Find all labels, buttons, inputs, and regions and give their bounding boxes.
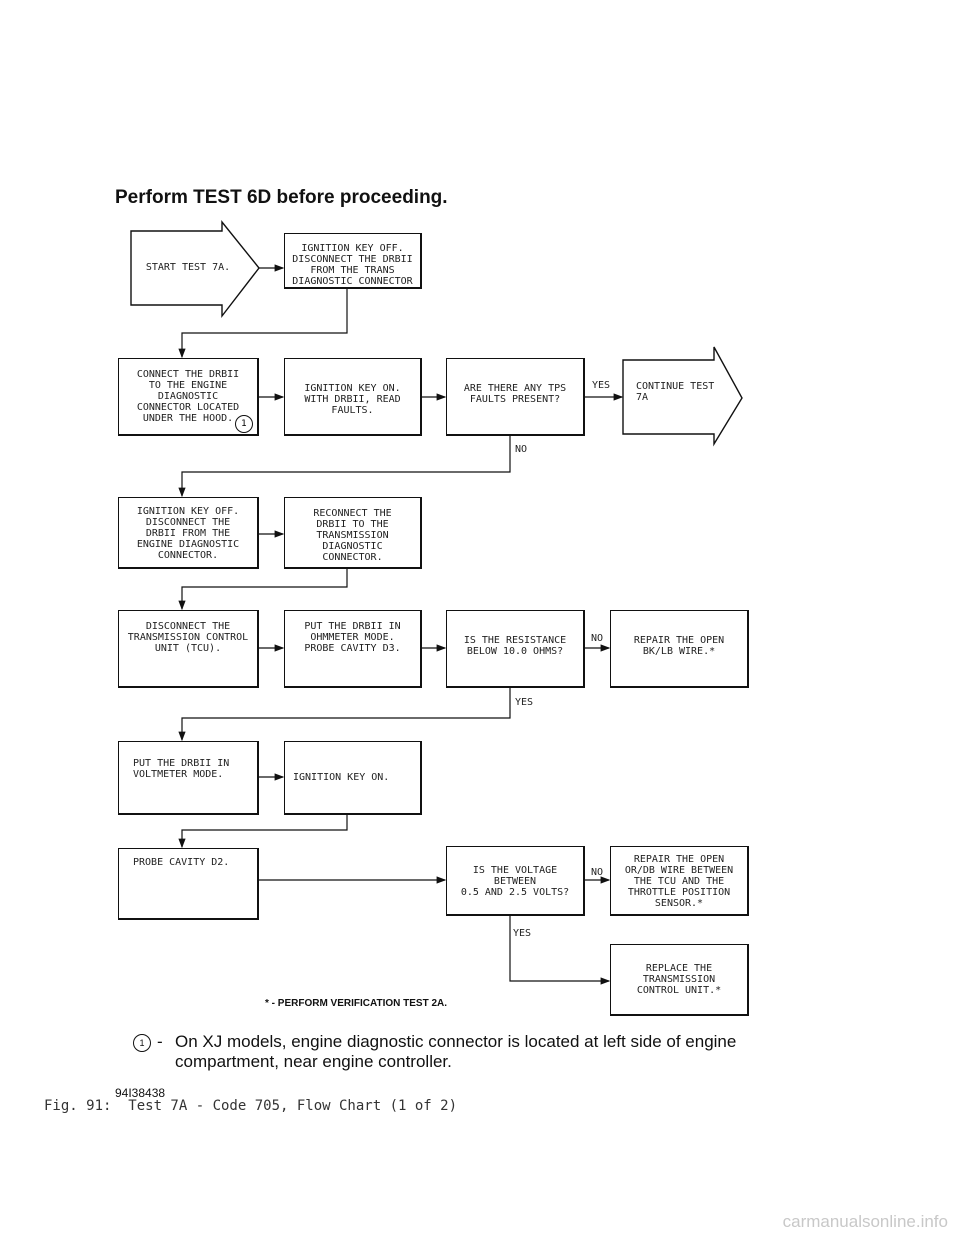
note-dash: - [157, 1032, 163, 1051]
step-ignition-key-on: IGNITION KEY ON. [284, 741, 422, 815]
label-no-voltage: NO [591, 867, 604, 878]
step-ohmmeter-mode: PUT THE DRBII IN OHMMETER MODE. PROBE CAVITY D3. [284, 610, 422, 688]
circle-marker-number: 1 [241, 419, 247, 429]
decision-resistance: IS THE RESISTANCE BELOW 10.0 OHMS? [446, 610, 585, 688]
step-ignition-on-read-faults: IGNITION KEY ON. WITH DRBII, READ FAULTS. [284, 358, 422, 436]
figure-caption: Fig. 91: Test 7A - Code 705, Flow Chart (1 of 2) [44, 1098, 458, 1114]
circled-note-marker-icon [235, 415, 253, 433]
step-voltmeter-mode: PUT THE DRBII IN VOLTMETER MODE. [118, 741, 259, 815]
step-probe-cavity-d2: PROBE CAVITY D2. [118, 848, 259, 920]
verification-footnote: * - PERFORM VERIFICATION TEST 2A. [265, 998, 448, 1009]
step-repair-or-db-wire: REPAIR THE OPEN OR/DB WIRE BETWEEN THE TCU AND THE THROTTLE POSITION SENSOR.* [610, 846, 749, 916]
step-replace-tcu: REPLACE THE TRANSMISSION CONTROL UNIT.* [610, 944, 749, 1016]
engine-connector-note [133, 1032, 773, 1071]
note-text: On XJ models, engine diagnostic connector is located at left side of engine compartment, near engine controller. [175, 1032, 737, 1071]
label-yes-voltage: YES [513, 928, 532, 939]
label-no-resistance: NO [591, 633, 604, 644]
step-ignition-off-disconnect-trans: IGNITION KEY OFF. DISCONNECT THE DRBII FROM THE TRANS DIAGNOSTIC CONNECTOR [284, 233, 422, 289]
step-disconnect-tcu: DISCONNECT THE TRANSMISSION CONTROL UNIT (TCU). [118, 610, 259, 688]
page-heading: Perform TEST 6D before proceeding. [115, 187, 448, 208]
step-repair-bk-lb-wire: REPAIR THE OPEN BK/LB WIRE.* [610, 610, 749, 688]
label-yes-resistance: YES [515, 697, 534, 708]
note-circle-marker-icon: 1 [133, 1034, 151, 1052]
label-no-tps: NO [515, 444, 528, 455]
continue-test-label: CONTINUE TEST 7A [636, 381, 715, 403]
step-reconnect-trans-connector: RECONNECT THE DRBII TO THE TRANSMISSION DIAGNOSTIC CONNECTOR. [284, 497, 422, 569]
decision-voltage: IS THE VOLTAGE BETWEEN 0.5 AND 2.5 VOLTS? [446, 846, 585, 916]
figure-id: 94I38438 [115, 1086, 166, 1100]
step-connect-engine-connector: CONNECT THE DRBII TO THE ENGINE DIAGNOSTIC CONNECTOR LOCATED UNDER THE HOOD. [118, 358, 259, 436]
decision-tps-faults: ARE THERE ANY TPS FAULTS PRESENT? [446, 358, 585, 436]
label-yes-tps: YES [592, 380, 611, 391]
step-ignition-off-disconnect-engine: IGNITION KEY OFF. DISCONNECT THE DRBII FROM THE ENGINE DIAGNOSTIC CONNECTOR. [118, 497, 259, 569]
watermark: carmanualsonline.info [782, 1212, 948, 1231]
start-test-label: START TEST 7A. [145, 262, 231, 273]
